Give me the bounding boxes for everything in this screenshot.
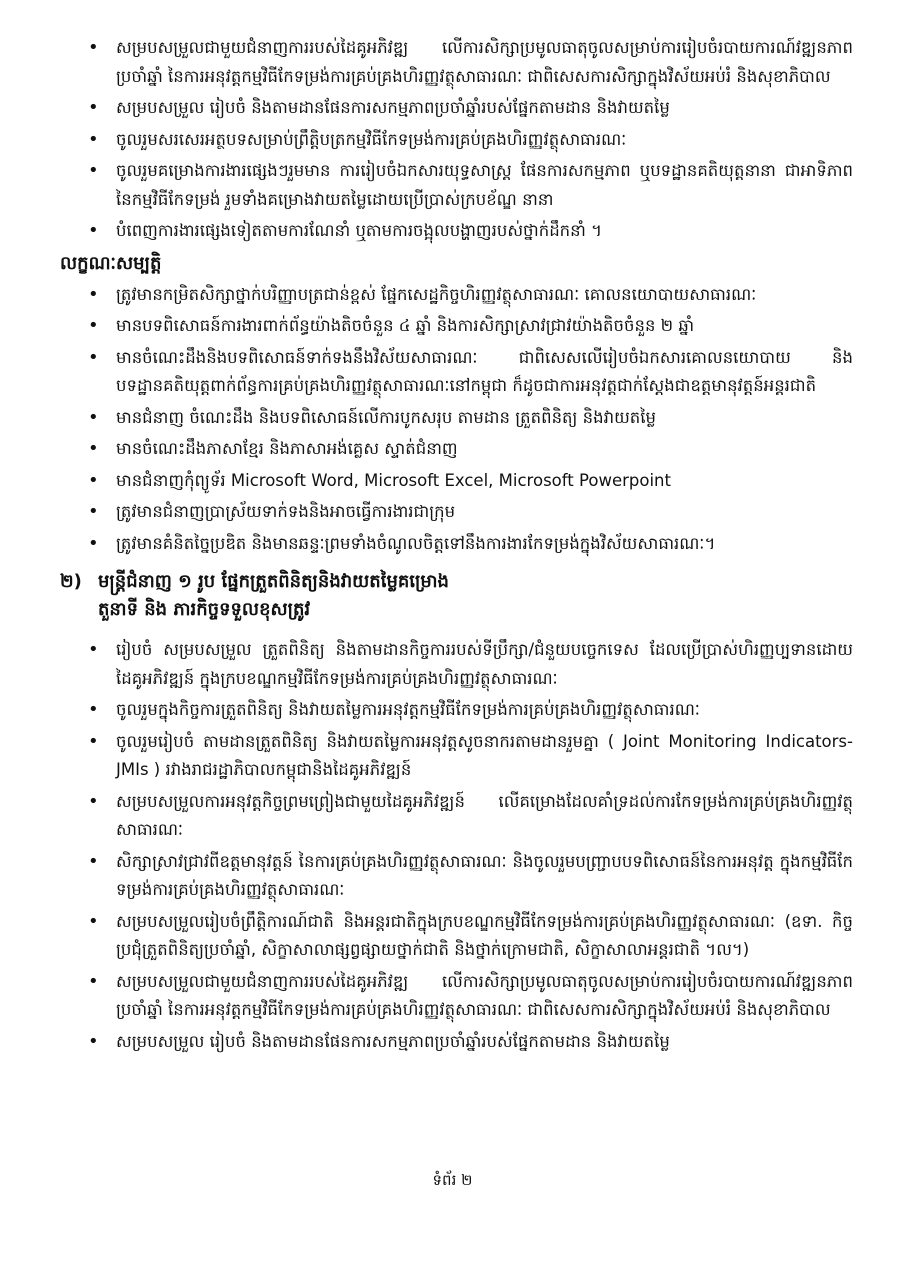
section-2-list xyxy=(86,636,853,1056)
list-item: • មានចំណេះដឹងនិងបទពិសោធន៍ទាក់ទងនឹងវិស័យសាធារណៈ ជាពិសេសលើរៀបចំឯកសារគោលនយោបាយ និងបទដ្ឋានគតិយុត្តពាក់ព័ន្ធការគ្រប់គ្រងហិរញ្ញវត្ថុសាធារណៈនៅកម្ពុជា ក៏ដូចជាការអនុវត្តជាក់ស្តែងជាឧត្តមានុវត្តន៍អន្តរជាតិ xyxy=(86,344,853,401)
qualifications-list xyxy=(86,281,853,559)
list-item: • មានជំនាញកុំព្យូទ័រ Microsoft Word, Microsoft Excel, Microsoft Powerpoint xyxy=(86,467,853,496)
list-item: • មានបទពិសោធន៍ការងារពាក់ព័ន្ធយ៉ាងតិចចំនួន ៤ ឆ្នាំ និងការសិក្សាស្រាវជ្រាវយ៉ាងតិចចំនួន ២ ឆ្នាំ xyxy=(86,312,853,341)
list-item: • ចូលរួមគម្រោងការងារផ្សេងៗរួមមាន ការរៀបចំឯកសារយុទ្ធសាស្ត្រ ផែនការសកម្មភាព ឬបទដ្ឋានគតិយុត្តនានា ជាអាទិភាពនៃកម្មវិធីកែទម្រង់ រួមទាំងគម្រោងវាយតម្លៃដោយប្រើប្រាស់ក្របខ័ណ្ឌ នានា xyxy=(86,157,853,214)
list-item: • សម្របសម្រួលរៀបចំព្រឹត្តិការណ៍ជាតិ និងអន្តរជាតិក្នុងក្របខណ្ឌកម្មវិធីកែទម្រង់ការគ្រប់គ្រងហិរញ្ញវត្ថុសាធារណៈ (ឧទា. កិច្ចប្រជុំត្រួតពិនិត្យប្រចាំឆ្នាំ, សិក្ខាសាលាផ្សព្វផ្សាយថ្នាក់ជាតិ និងថ្នាក់ក្រោមជាតិ, សិក្ខាសាលាអន្តរជាតិ ។ល។) xyxy=(86,908,853,965)
list-item: • សម្របសម្រួលជាមួយជំនាញការរបស់ដៃគូអភិវឌ្ឍ លើការសិក្សាប្រមូលធាតុចូលសម្រាប់ការរៀបចំរបាយការណ៍វឌ្ឍនភាពប្រចាំឆ្នាំ នៃការអនុវត្តកម្មវិធីកែទម្រង់ការគ្រប់គ្រងហិរញ្ញវត្ថុសាធារណៈ ជាពិសេសការសិក្សាក្នុងវិស័យអប់រំ និងសុខាភិបាល xyxy=(86,968,853,1025)
section-2-subtitle: តួនាទី និង ភារកិច្ចទទួលខុសត្រូវ xyxy=(98,599,311,620)
list-item: • ត្រូវមានកម្រិតសិក្សាថ្នាក់បរិញ្ញាបត្រជាន់ខ្ពស់ ផ្នែកសេដ្ឋកិច្ចហិរញ្ញវត្ថុសាធារណៈ គោលនយោបាយសាធារណៈ xyxy=(86,281,853,310)
list-item: • ចូលរួមរៀបចំ តាមដានត្រួតពិនិត្យ និងវាយតម្លៃការអនុវត្តសូចនាករតាមដានរួមគ្នា ( Joint Monitoring Indicators-JMIs ) រវាងរាជរដ្ឋាភិបាលកម្ពុជានិងដៃគូអភិវឌ្ឍន៍ xyxy=(86,728,853,785)
section-number: ២) xyxy=(60,571,82,592)
section-2-title xyxy=(60,568,853,596)
top-bullet-list xyxy=(86,34,853,246)
list-item: • រៀបចំ សម្របសម្រួល ត្រួតពិនិត្យ និងតាមដានកិច្ចការរបស់ទីប្រឹក្សា/ជំនួយបច្ចេកទេស ដែលប្រើប្រាស់ហិរញ្ញប្បទានដោយដៃគូអភិវឌ្ឍន៍ ក្នុងក្របខណ្ឌកម្មវិធីកែទម្រង់ការគ្រប់គ្រងហិរញ្ញវត្ថុសាធារណៈ xyxy=(86,636,853,693)
list-item: • សម្របសម្រួល រៀបចំ និងតាមដានផែនការសកម្មភាពប្រចាំឆ្នាំរបស់ផ្នែកតាមដាន និងវាយតម្លៃ xyxy=(86,1028,853,1057)
list-item: • ត្រូវមានជំនាញប្រាស្រ័យទាក់ទងនិងអាចធ្វើការងារជាក្រុម xyxy=(86,498,853,527)
list-item: • ចូលរួមសរសេរអត្ថបទសម្រាប់ព្រឹត្តិបត្រកម្មវិធីកែទម្រង់ការគ្រប់គ្រងហិរញ្ញវត្ថុសាធារណៈ xyxy=(86,126,853,155)
list-item: • សម្របសម្រួល រៀបចំ និងតាមដានផែនការសកម្មភាពប្រចាំឆ្នាំរបស់ផ្នែកតាមដាន និងវាយតម្លៃ xyxy=(86,94,853,123)
page-number: ទំព័រ ២ xyxy=(432,1171,473,1189)
list-item: • សម្របសម្រួលជាមួយជំនាញការរបស់ដៃគូអភិវឌ្ឍ លើការសិក្សាប្រមូលធាតុចូលសម្រាប់ការរៀបចំរបាយការណ៍វឌ្ឍនភាពប្រចាំឆ្នាំ នៃការអនុវត្តកម្មវិធីកែទម្រង់ការគ្រប់គ្រងហិរញ្ញវត្ថុសាធារណៈ ជាពិសេសការសិក្សាក្នុងវិស័យអប់រំ និងសុខាភិបាល xyxy=(86,34,853,91)
list-item: • សិក្សាស្រាវជ្រាវពីឧត្តមានុវត្តន៍ នៃការគ្រប់គ្រងហិរញ្ញវត្ថុសាធារណៈ និងចូលរួមបញ្ជ្រាបបទពិសោធន៍នៃការអនុវត្ត ក្នុងកម្មវិធីកែទម្រង់ការគ្រប់គ្រងហិរញ្ញវត្ថុសាធារណៈ xyxy=(86,848,853,905)
list-item: • ត្រូវមានគំនិតច្នៃប្រឌិត និងមានឆន្ទៈព្រមទាំងចំណូលចិត្តទៅនឹងការងារកែទម្រង់ក្នុងវិស័យសាធារណៈ។ xyxy=(86,530,853,559)
list-item: • សម្របសម្រួលការអនុវត្តកិច្ចព្រមព្រៀងជាមួយដៃគូអភិវឌ្ឍន៍ លើគម្រោងដែលគាំទ្រដល់ការកែទម្រង់ការគ្រប់គ្រងហិរញ្ញវត្ថុសាធារណៈ xyxy=(86,788,853,845)
list-item: • ចូលរួមក្នុងកិច្ចការត្រួតពិនិត្យ និងវាយតម្លៃការអនុវត្តកម្មវិធីកែទម្រង់ការគ្រប់គ្រងហិរញ្ញវត្ថុសាធារណៈ xyxy=(86,696,853,725)
list-item: • បំពេញការងារផ្សេងទៀតតាមការណែនាំ ឬតាមការចង្អុលបង្ហាញរបស់ថ្នាក់ដឹកនាំ ។ xyxy=(86,217,853,246)
list-item: • មានជំនាញ ចំណេះដឹង និងបទពិសោធន៍លើការបូកសរុប តាមដាន ត្រួតពិនិត្យ និងវាយតម្លៃ xyxy=(86,404,853,433)
section-title-text: មន្ត្រីជំនាញ ១ រូប ផ្នែកត្រួតពិនិត្យនិងវាយតម្លៃគម្រោង xyxy=(98,571,449,592)
list-item: • មានចំណេះដឹងភាសាខ្មែរ និងភាសាអង់គ្លេស ស្ទាត់ជំនាញ xyxy=(86,435,853,464)
qualifications-heading: លក្ខណៈសម្បត្តិ xyxy=(60,252,162,274)
